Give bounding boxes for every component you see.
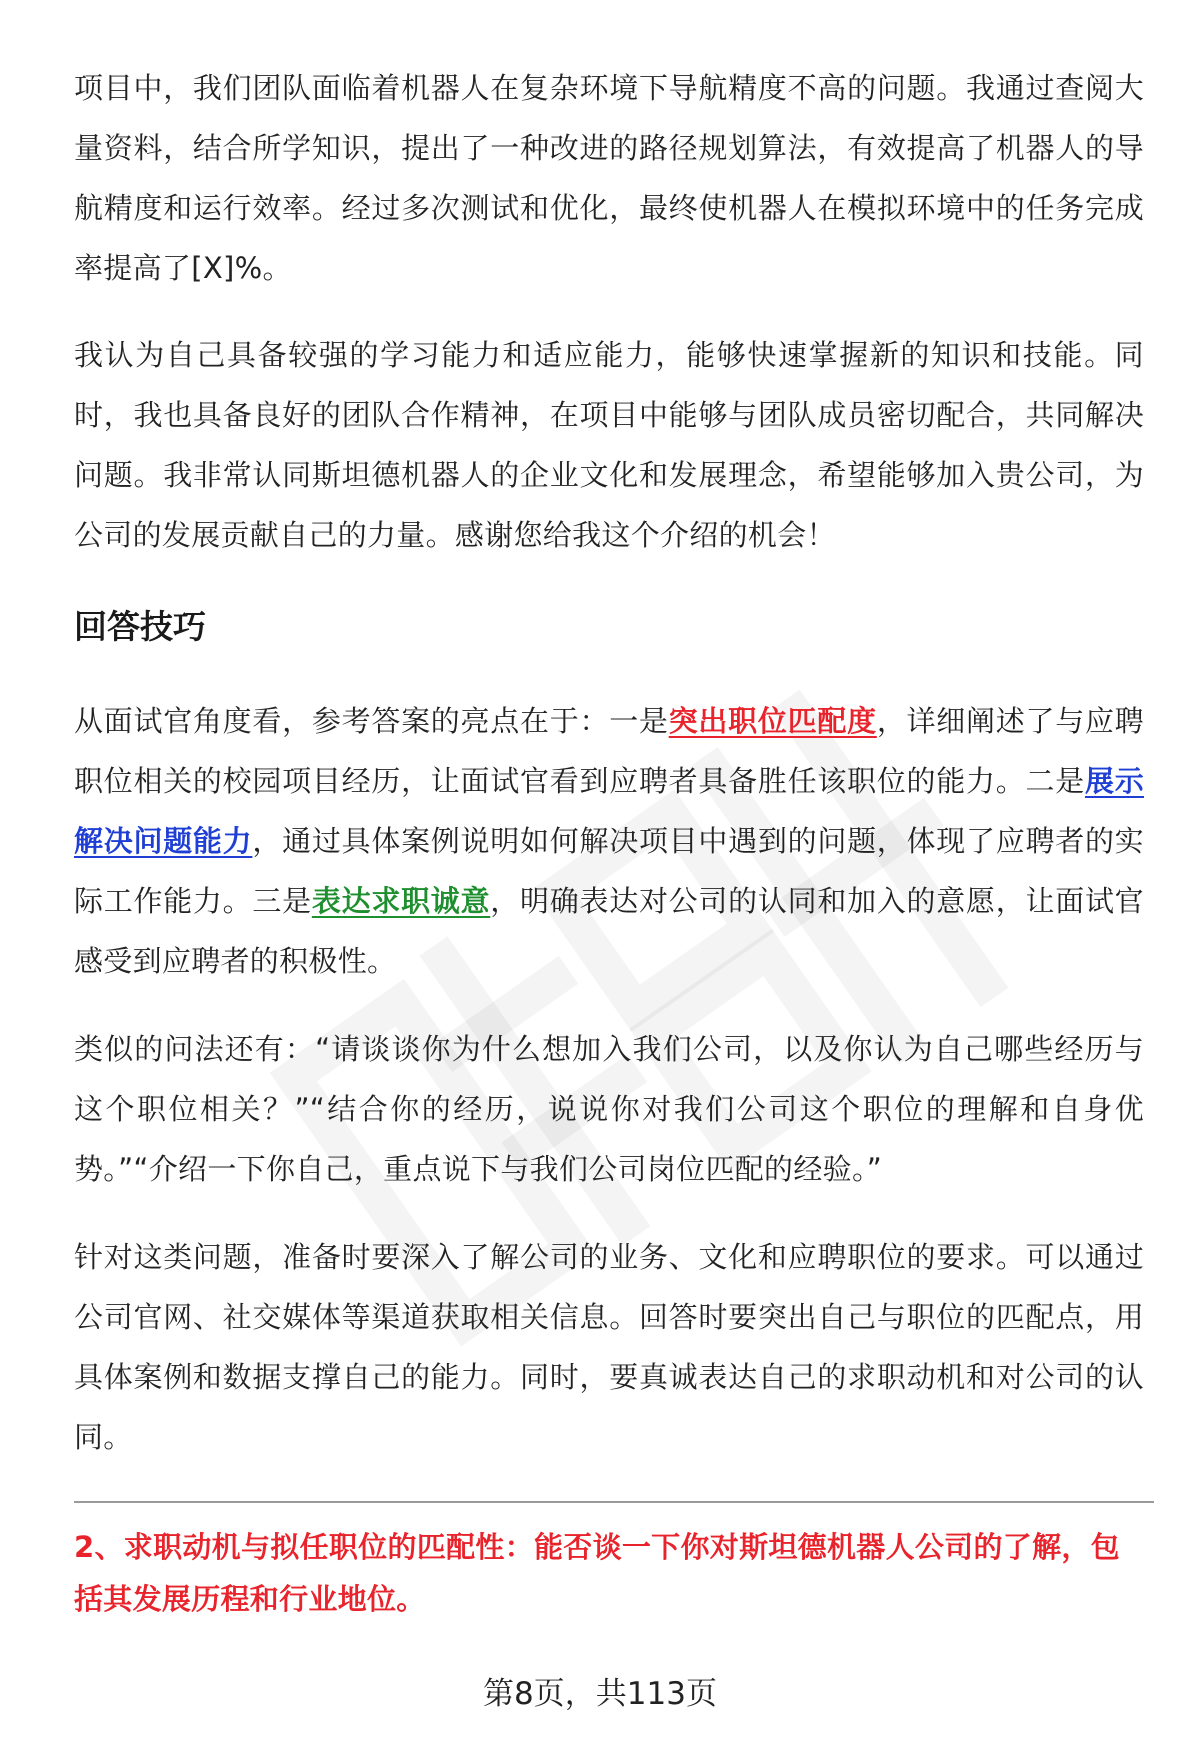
page-number-footer: 第8页，共113页: [483, 1676, 717, 1712]
intro-paragraph-self-assessment: 我认为自己具备较强的学习能力和适应能力，能够快速掌握新的知识和技能。同时，我也具备良好的团队合作精神，在项目中能够与团队成员密切配合，共同解决问题。我非常认同斯坦德机器人的企业文化和发展理念，希望能够加入贵公司，为公司的发展贡献自己的力量。感谢您给我这个介绍的机会！: [74, 338, 1144, 552]
tips-text-1: 从面试官角度看，参考答案的亮点在于：一是: [74, 704, 669, 738]
tips-text-4: ，明确表达对公司的认同和加入的意愿，让面试官感受到应聘者的积极性。: [74, 884, 1144, 978]
tips-text-3: ，通过具体案例说明如何解决项目中遇到的问题，体现了应聘者的实际工作能力。三是: [74, 824, 1144, 918]
similar-questions-paragraph: 类似的问法还有：“请谈谈你为什么想加入我们公司，以及你认为自己哪些经历与这个职位相关？”“结合你的经历，说说你对我们公司这个职位的理解和自身优势。”“介绍一下你自己，重点说下与我们公司岗位匹配的经验。”: [74, 1032, 1144, 1186]
section-heading: 回答技巧: [74, 607, 206, 646]
tips-text-2: ，详细阐述了与应聘职位相关的校园项目经历，让面试官看到应聘者具备胜任该职位的能力。二是: [74, 704, 1144, 798]
next-question-heading: 2、求职动机与拟任职位的匹配性：能否谈一下你对斯坦德机器人公司的了解，包括其发展历程和行业地位。: [74, 1530, 1120, 1616]
advice-paragraph: 针对这类问题，准备时要深入了解公司的业务、文化和应聘职位的要求。可以通过公司官网、社交媒体等渠道获取相关信息。回答时要突出自己与职位的匹配点，用具体案例和数据支撑自己的能力。同时，要真诚表达自己的求职动机和对公司的认同。: [74, 1240, 1144, 1454]
document-page: [74, 58, 1144, 1625]
intro-paragraph-project: 项目中，我们团队面临着机器人在复杂环境下导航精度不高的问题。我通过查阅大量资料，结合所学知识，提出了一种改进的路径规划算法，有效提高了机器人的导航精度和运行效率。经过多次测试和优化，最终使机器人在模拟环境中的任务完成率提高了[X]%。: [74, 71, 1144, 285]
highlight-sincerity: 表达求职诚意: [311, 884, 491, 918]
tips-paragraph: [74, 691, 1144, 991]
section-divider: [74, 1501, 1154, 1503]
highlight-job-match: 突出职位匹配度: [668, 704, 877, 738]
highlight-problem-solving: 展示解决问题能力: [74, 764, 1145, 858]
